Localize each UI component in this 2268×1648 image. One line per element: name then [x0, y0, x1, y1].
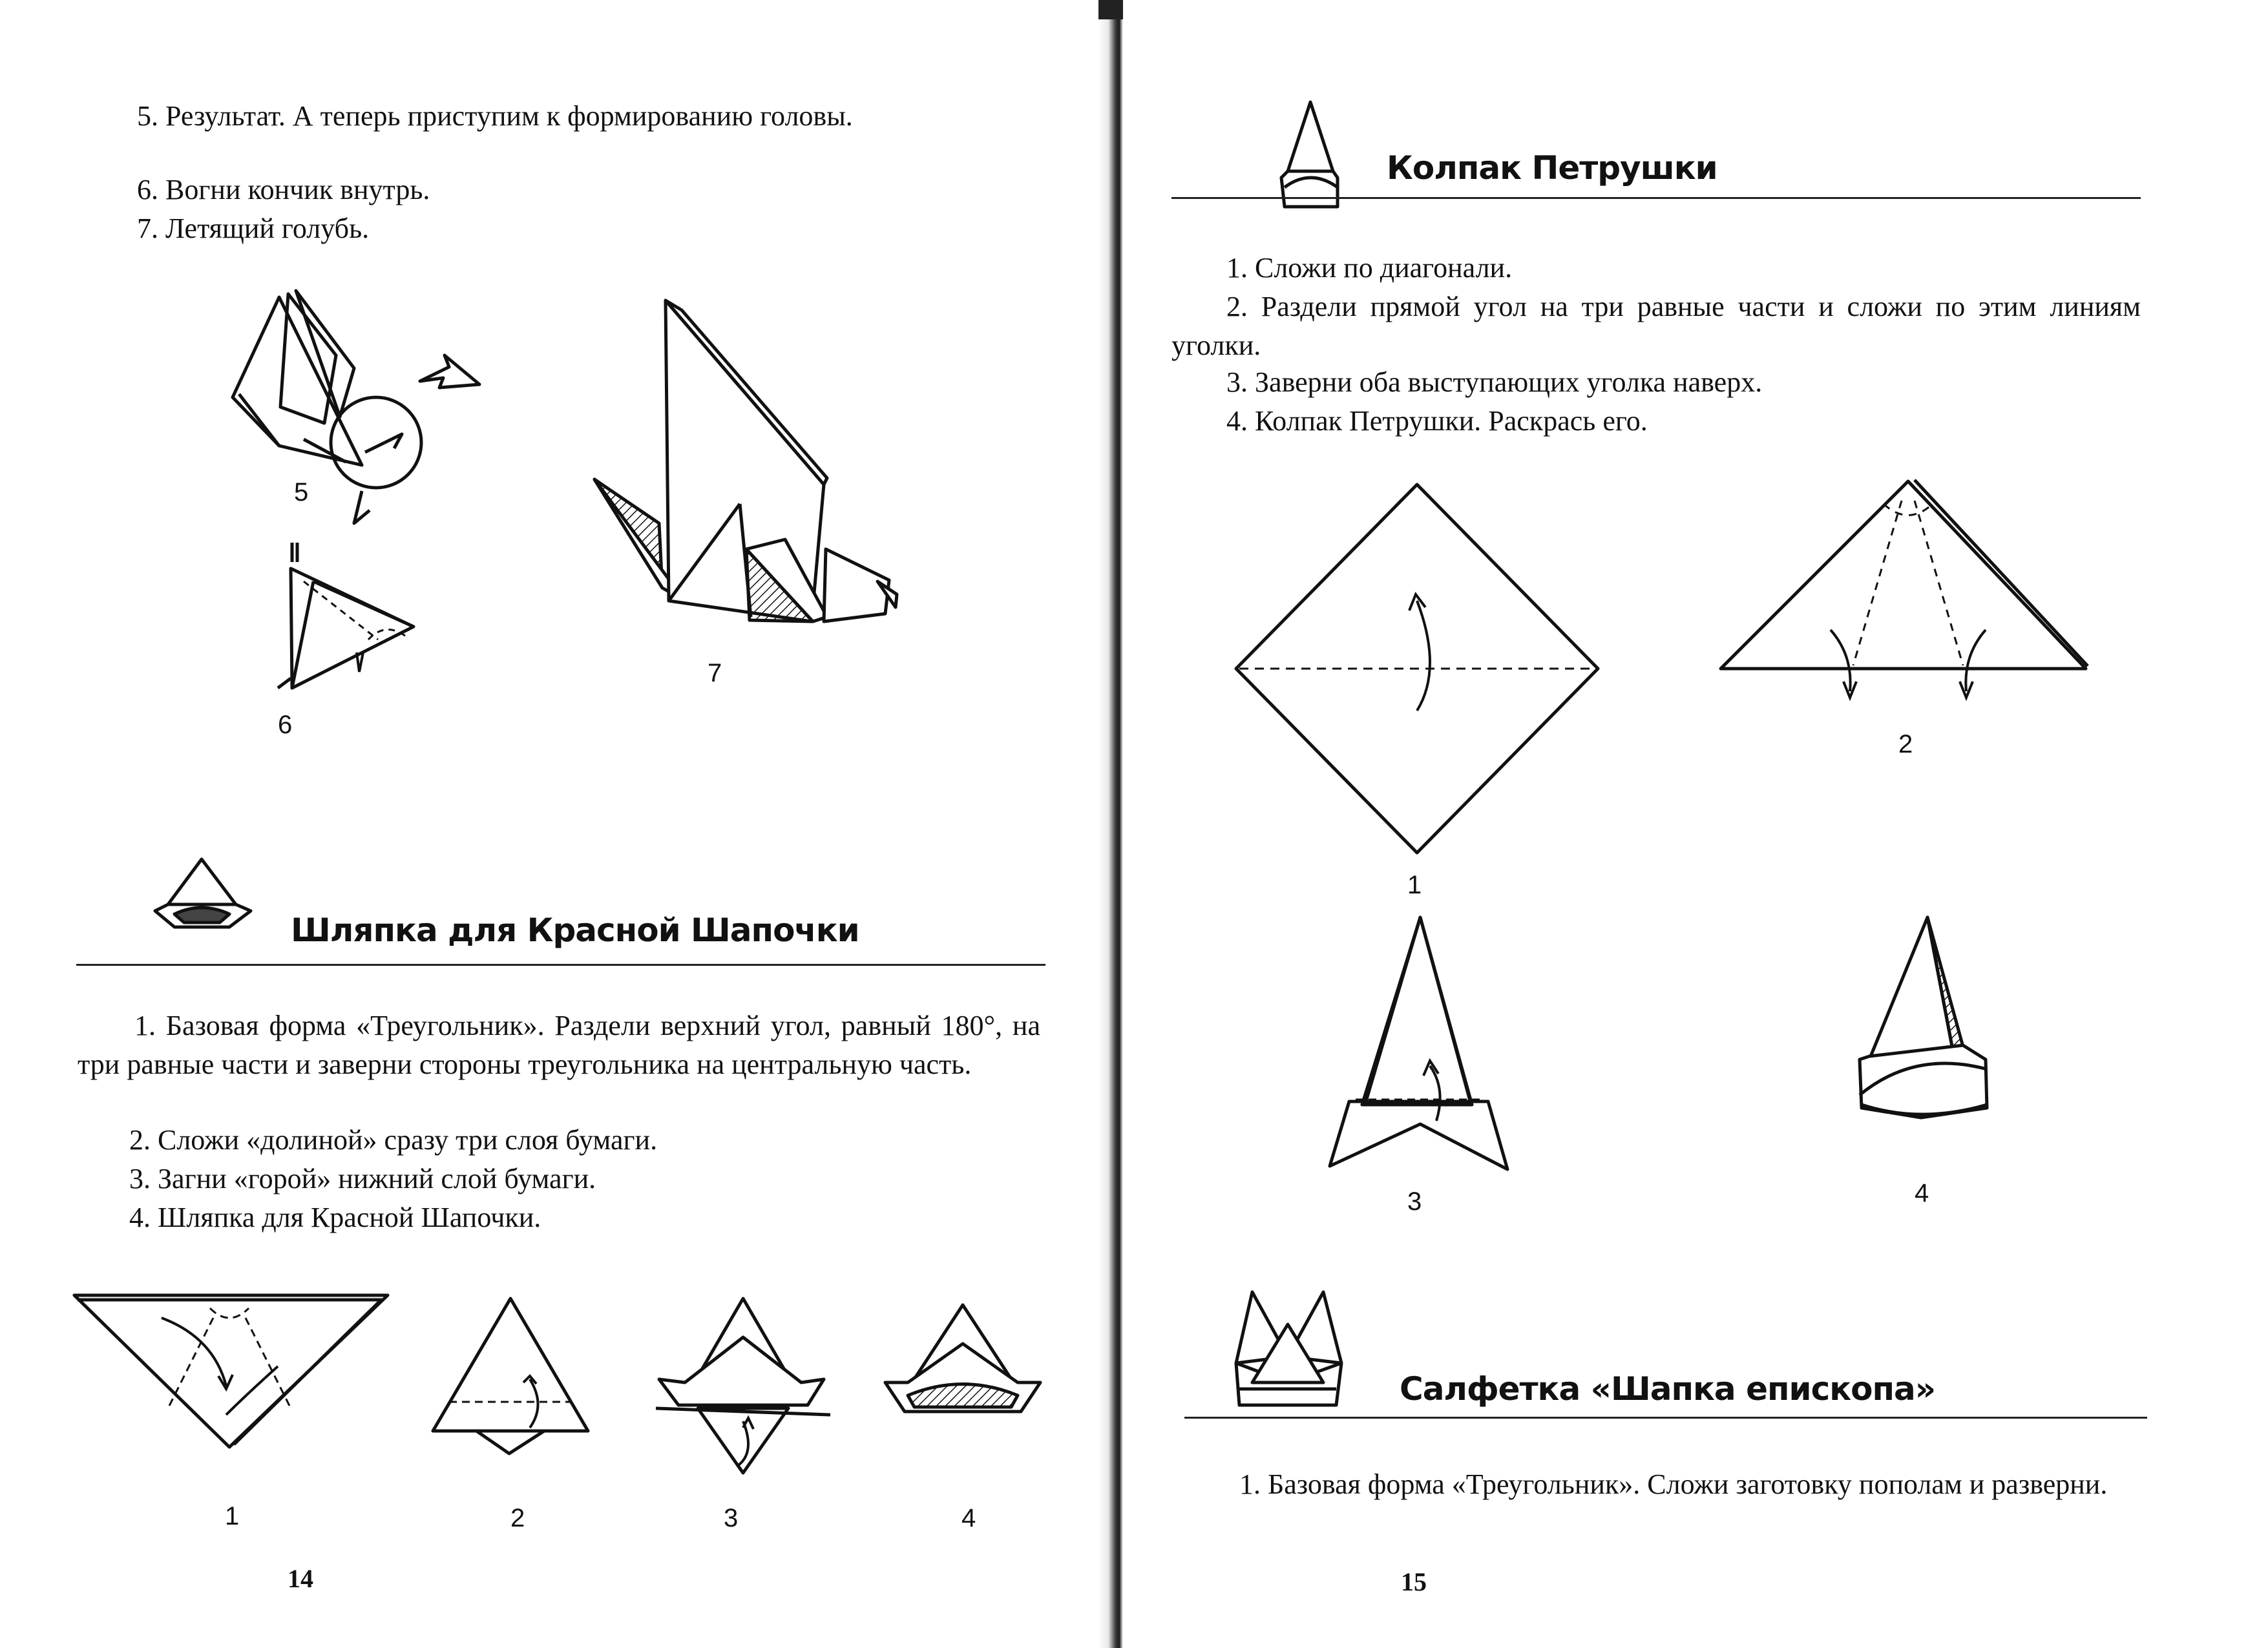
dove-step-6-diagram [239, 543, 433, 704]
right-section-title: Колпак Петрушки [1387, 149, 1717, 187]
cap-step-2-diagram [1714, 475, 2095, 707]
hat-figure-number-3: 3 [724, 1504, 739, 1532]
hat-figure-number-4: 4 [961, 1504, 976, 1532]
left-page-number: 14 [288, 1564, 313, 1593]
dove-step-6: 6. Вогни кончик внутрь. [137, 174, 430, 205]
dove-figure-number-5: 5 [294, 478, 309, 506]
bishop-hat-icon [1226, 1286, 1349, 1415]
left-step-3: 3. Загни «горой» нижний слой бумаги. [129, 1163, 596, 1194]
cap-figure-number-4: 4 [1915, 1179, 1929, 1207]
cap-figure-number-1: 1 [1407, 871, 1422, 899]
right-step-4: 4. Колпак Петрушки. Раскрась его. [1226, 405, 1648, 437]
left-step-4: 4. Шляпка для Красной Шапочки. [129, 1202, 541, 1233]
left-section-title: Шляпка для Красной Шапочки [291, 912, 859, 949]
right-section2-step-1: 1. Базовая форма «Треугольник». Сложи заготовку пополам и разверни. [1239, 1468, 2108, 1500]
hat-step-1-diagram [71, 1292, 394, 1454]
hat-step-3-diagram [646, 1292, 840, 1492]
hat-step-2-diagram [426, 1292, 594, 1460]
cap-figure-number-3: 3 [1407, 1187, 1422, 1216]
dove-figure-number-7: 7 [708, 659, 722, 687]
hat-figure-number-2: 2 [510, 1504, 525, 1532]
right-step-3: 3. Заверни оба выступающих уголка наверх. [1226, 366, 1763, 398]
left-step-1: 1. Базовая форма «Треугольник». Раздели верхний угол, равный 180°, на три равные части и заверни стороны треугольника на центральную часть. [78, 1010, 1040, 1080]
cap-figure-number-2: 2 [1898, 730, 1913, 758]
hat-figure-number-1: 1 [225, 1502, 240, 1530]
cap-step-1-diagram [1230, 478, 1604, 853]
dove-step-7-diagram [582, 291, 905, 652]
cap-step-3-diagram [1323, 911, 1517, 1182]
right-section2-title: Салфетка «Шапка епископа» [1400, 1370, 1936, 1408]
right-page [1123, 0, 2268, 1648]
right-page-number: 15 [1401, 1567, 1427, 1596]
book-spine [1098, 0, 1123, 1648]
left-page [0, 0, 1098, 1648]
right-step-1: 1. Сложи по диагонали. [1226, 252, 1513, 284]
dove-step-7: 7. Летящий голубь. [137, 213, 370, 244]
dove-step-5: 5. Результат. А теперь приступим к формированию головы. [137, 100, 853, 132]
left-section-rule [76, 964, 1045, 966]
parsley-cap-icon [1265, 97, 1362, 220]
red-riding-hood-hat-icon [149, 853, 258, 943]
cap-step-4-diagram [1850, 911, 2005, 1131]
right-step-2: 2. Раздели прямой угол на три равные части и сложи по этим линиям уголки. [1171, 291, 2141, 361]
dove-step-5-diagram [226, 284, 498, 530]
right-section-rule [1171, 197, 2141, 199]
hat-step-4-diagram [879, 1299, 1047, 1428]
dove-figure-number-6: 6 [278, 711, 293, 739]
right-section2-rule [1184, 1417, 2147, 1419]
left-step-2: 2. Сложи «долиной» сразу три слоя бумаги. [129, 1124, 658, 1156]
